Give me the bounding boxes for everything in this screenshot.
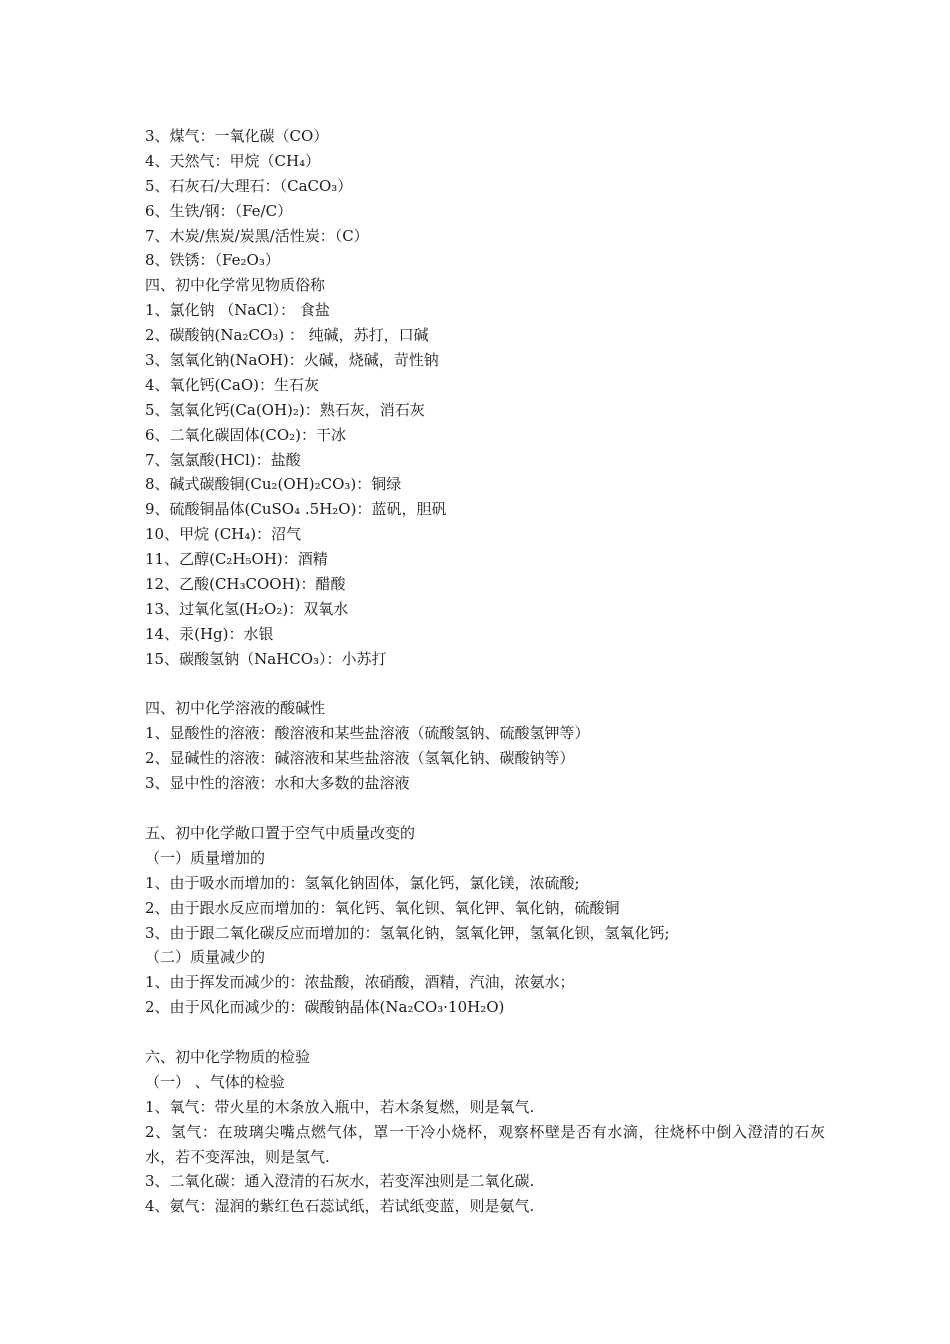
text-line: 2、由于风化而减少的：碳酸钠晶体(Na₂CO₃·10H₂O) xyxy=(145,998,505,1017)
blank-line xyxy=(145,796,825,821)
paragraph-line: 2、氢气：在玻璃尖嘴点燃气体，罩一干冷小烧杯，观察杯壁是否有水滴，往烧杯中倒入澄清的石灰水，若不变浑浊，则是氢气. xyxy=(145,1122,825,1166)
text-line: 4、氨气：湿润的紫红色石蕊试纸，若试纸变蓝，则是氨气. xyxy=(145,1197,535,1216)
text-line: 6、二氧化碳固体(CO₂)：干冰 xyxy=(145,425,347,444)
text-line: 11、乙醇(C₂H₅OH)：酒精 xyxy=(145,550,328,569)
blank-line xyxy=(145,672,825,697)
text-line: 8、碱式碳酸铜(Cu₂(OH)₂CO₃)：铜绿 xyxy=(145,475,402,494)
text-line: 9、硫酸铜晶体(CuSO₄ .5H₂O)：蓝矾，胆矾 xyxy=(145,500,447,519)
section-heading: 五、初中化学敞口置于空气中质量改变的 xyxy=(145,823,416,842)
text-line: 5、石灰石/大理石：（CaCO₃） xyxy=(145,176,353,195)
section-heading: 六、初中化学物质的检验 xyxy=(145,1047,311,1066)
text-line: 3、氢氧化钠(NaOH)：火碱，烧碱，苛性钠 xyxy=(145,351,439,370)
section-heading: 四、初中化学溶液的酸碱性 xyxy=(145,699,326,718)
text-line: 1、氯化钠 （NaCl）： 食盐 xyxy=(145,301,330,320)
blank-line xyxy=(145,1020,825,1045)
text-line: 7、木炭/焦炭/炭黑/活性炭：（C） xyxy=(145,226,369,245)
section-heading: 四、初中化学常见物质俗称 xyxy=(145,276,326,295)
text-line: 6、生铁/钢：（Fe/C） xyxy=(145,201,293,220)
document-page xyxy=(145,124,825,1219)
text-line: 7、氢氯酸(HCl)：盐酸 xyxy=(145,450,301,469)
text-line: 1、氧气：带火星的木条放入瓶中，若木条复燃，则是氧气. xyxy=(145,1097,535,1116)
text-line: 15、碳酸氢钠（NaHCO₃）：小苏打 xyxy=(145,649,387,668)
text-line: 1、由于吸水而增加的：氢氧化钠固体，氯化钙，氯化镁，浓硫酸; xyxy=(145,873,580,892)
text-line: 2、显碱性的溶液：碱溶液和某些盐溶液（氢氧化钠、碳酸钠等） xyxy=(145,749,575,768)
text-line: （一） 、气体的检验 xyxy=(145,1072,285,1091)
text-line: 2、由于跟水反应而增加的：氧化钙、氧化钡、氧化钾、氧化钠，硫酸铜 xyxy=(145,898,620,917)
text-line: 4、氧化钙(CaO)：生石灰 xyxy=(145,375,319,394)
text-line: 8、铁锈：（Fe₂O₃） xyxy=(145,251,280,270)
text-line: 3、煤气：一氧化碳（CO） xyxy=(145,127,329,145)
text-line: 2、碳酸钠(Na₂CO₃) ： 纯碱，苏打，口碱 xyxy=(145,326,429,345)
text-line: 1、显酸性的溶液：酸溶液和某些盐溶液（硫酸氢钠、硫酸氢钾等） xyxy=(145,724,590,743)
text-line: （一）质量增加的 xyxy=(145,848,266,867)
text-line: 3、显中性的溶液：水和大多数的盐溶液 xyxy=(145,774,410,793)
text-line: 1、由于挥发而减少的：浓盐酸，浓硝酸，酒精，汽油，浓氨水； xyxy=(145,973,575,992)
text-line: 4、天然气：甲烷（CH₄） xyxy=(145,151,321,170)
text-line: 3、由于跟二氧化碳反应而增加的：氢氧化钠，氢氧化钾，氢氧化钡，氢氧化钙; xyxy=(145,923,670,942)
text-line: 3、二氧化碳：通入澄清的石灰水，若变浑浊则是二氧化碳. xyxy=(145,1172,535,1191)
text-line: （二）质量减少的 xyxy=(145,948,266,967)
text-line: 10、甲烷 (CH₄)：沼气 xyxy=(145,525,302,544)
text-line: 5、氢氧化钙(Ca(OH)₂)：熟石灰，消石灰 xyxy=(145,400,425,419)
text-line: 13、过氧化氢(H₂O₂)：双氧水 xyxy=(145,599,349,618)
text-line: 12、乙酸(CH₃COOH)：醋酸 xyxy=(145,575,346,594)
text-line: 14、汞(Hg)：水银 xyxy=(145,624,274,643)
